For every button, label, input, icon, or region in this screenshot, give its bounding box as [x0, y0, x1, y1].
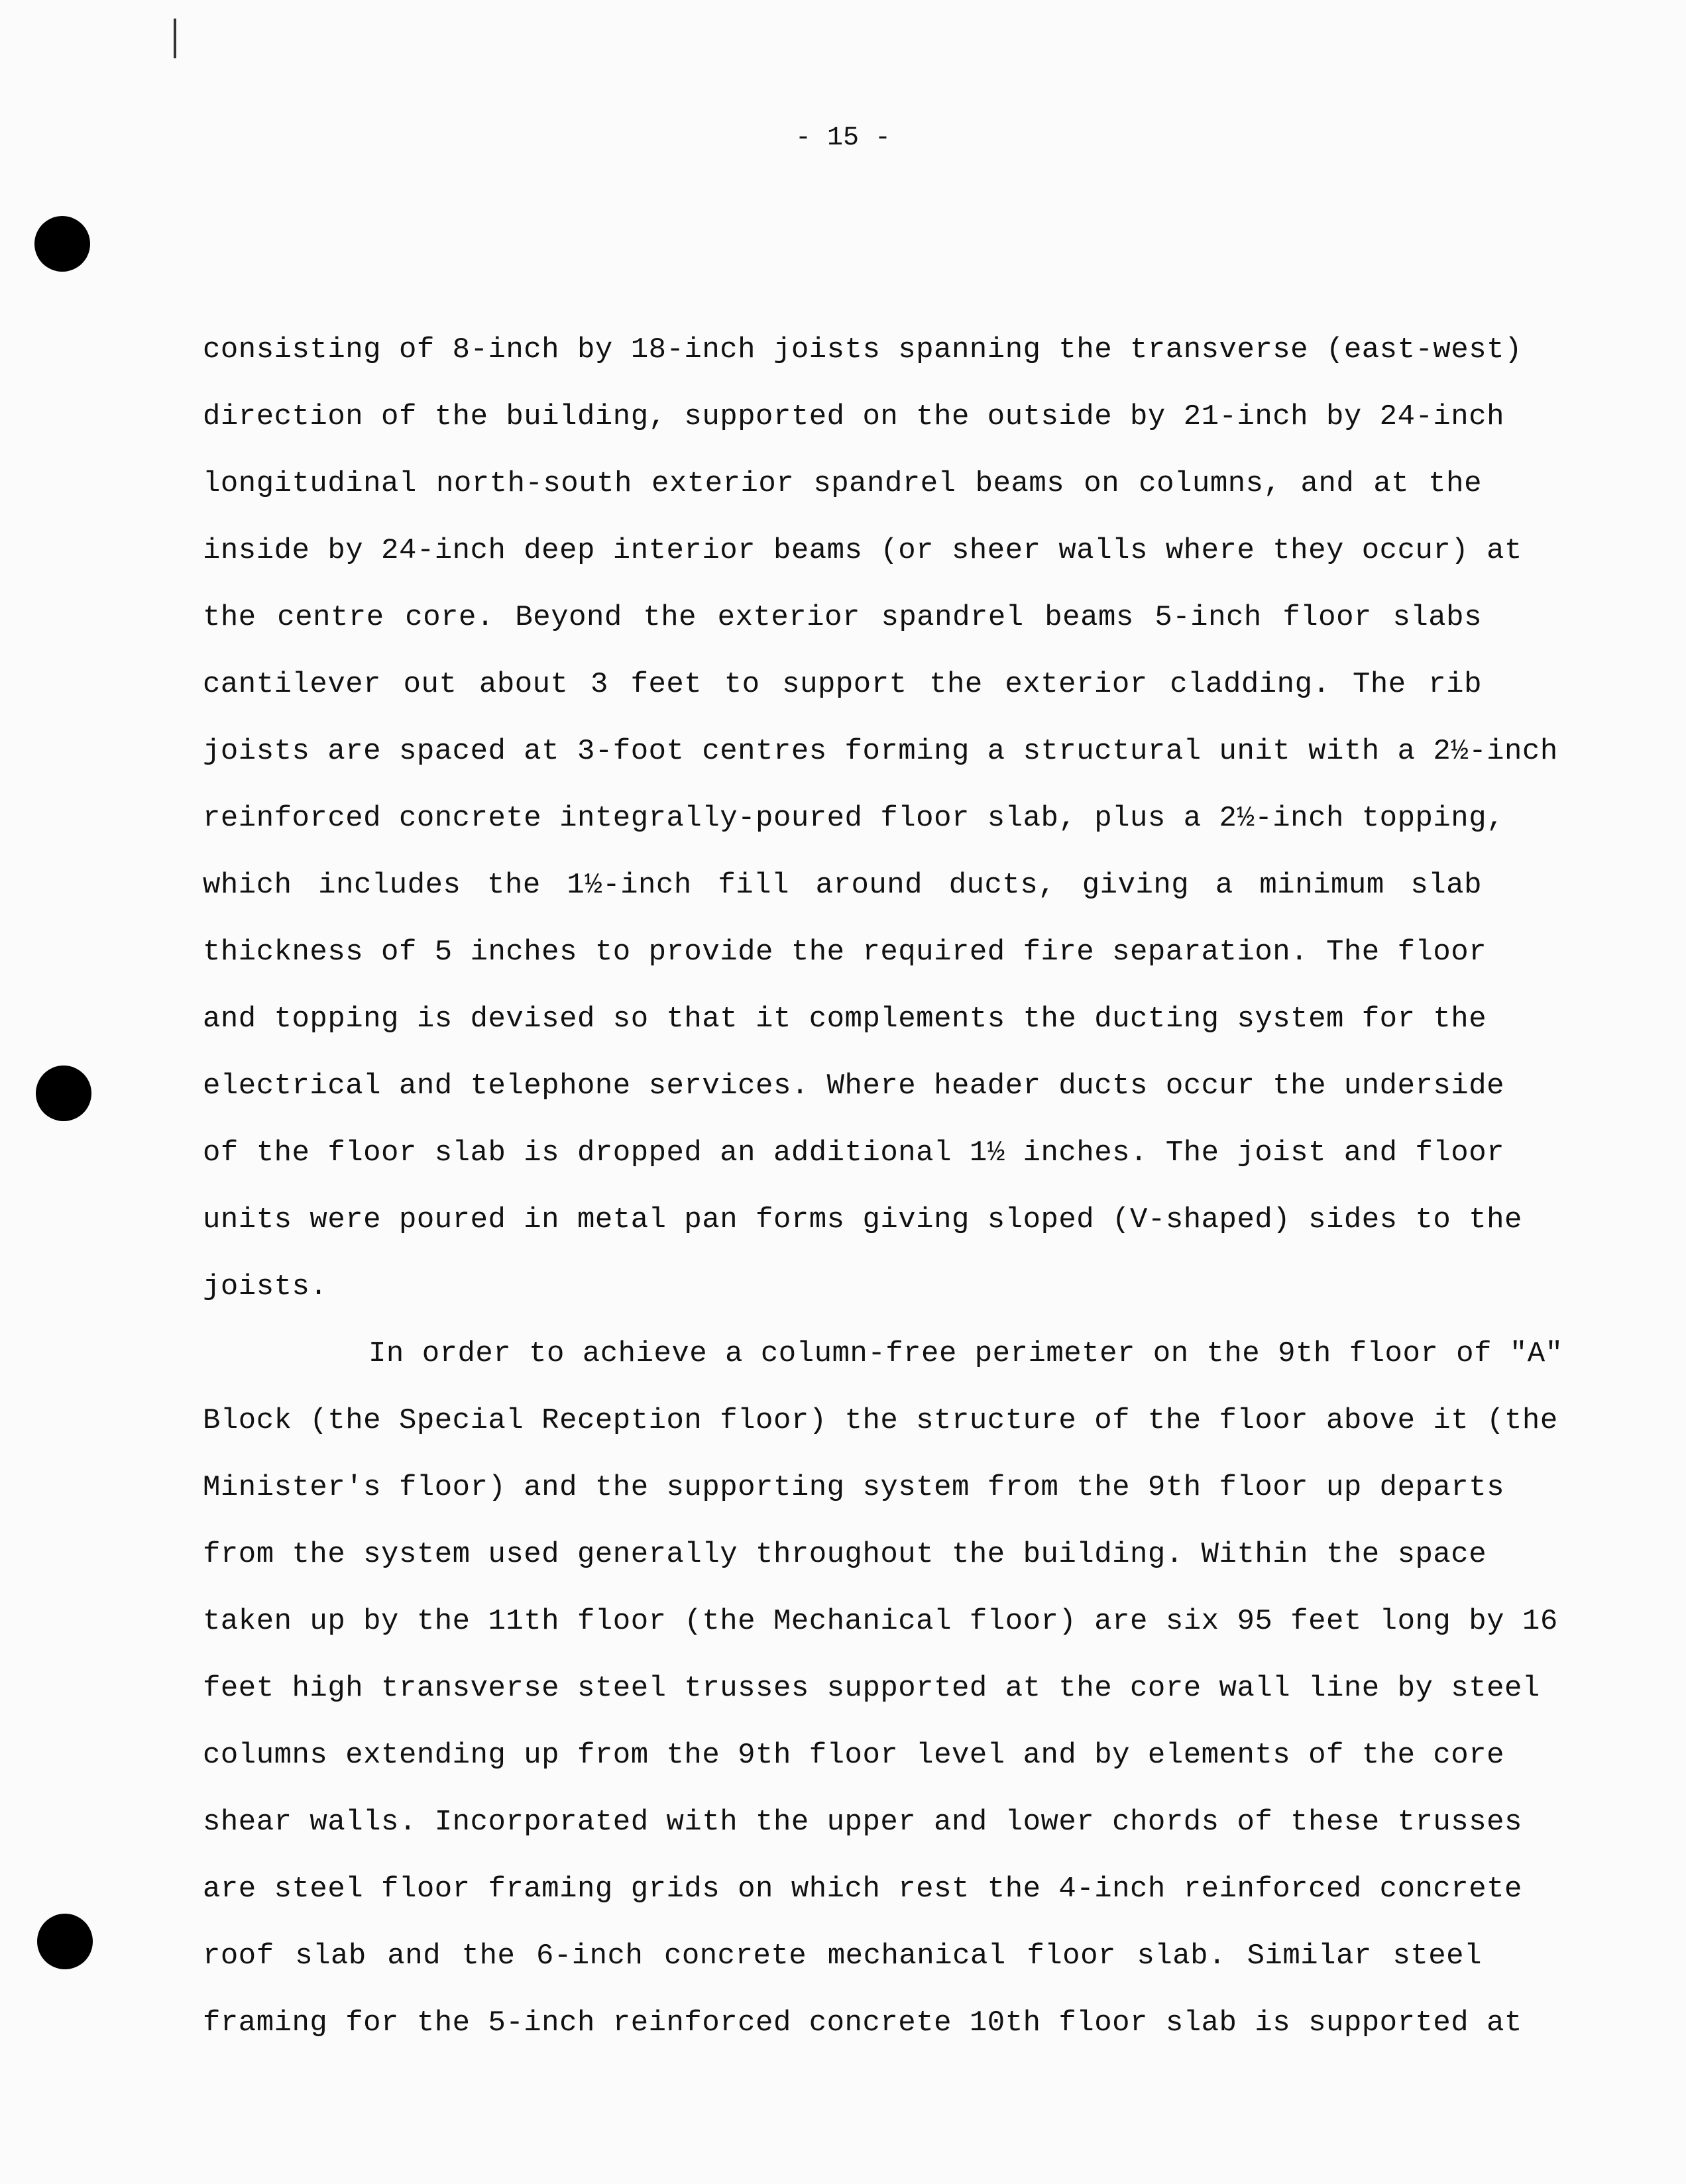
page-number: - 15 - [795, 123, 891, 153]
text-line: the centre core. Beyond the exterior spandrel beams 5-inch floor slabs [203, 601, 1482, 634]
text-line: joists are spaced at 3-foot centres forming a structural unit with a 2½-inch [203, 735, 1558, 768]
text-line: inside by 24-inch deep interior beams (or sheer walls where they occur) at [203, 534, 1522, 567]
text-line: joists. [203, 1270, 328, 1303]
text-line: Minister's floor) and the supporting system from the 9th floor up departs [203, 1471, 1505, 1504]
text-line: cantilever out about 3 feet to support the exterior cladding. The rib [203, 668, 1482, 701]
punch-hole-middle [36, 1065, 91, 1121]
margin-mark [174, 19, 176, 58]
text-line: roof slab and the 6-inch concrete mechanical floor slab. Similar steel [203, 1939, 1482, 1973]
text-line: direction of the building, supported on the outside by 21-inch by 24-inch [203, 400, 1505, 433]
text-line: consisting of 8-inch by 18-inch joists spanning the transverse (east-west) [203, 333, 1522, 366]
text-line: framing for the 5-inch reinforced concrete 10th floor slab is supported at [203, 2006, 1522, 2040]
text-line: Block (the Special Reception floor) the structure of the floor above it (the [203, 1404, 1558, 1437]
text-line: columns extending up from the 9th floor level and by elements of the core [203, 1739, 1505, 1772]
text-line: shear walls. Incorporated with the upper and lower chords of these trusses [203, 1806, 1522, 1839]
text-line: and topping is devised so that it complements the ducting system for the [203, 1003, 1487, 1036]
punch-hole-bottom [37, 1914, 93, 1969]
text-line: units were poured in metal pan forms giving sloped (V-shaped) sides to the [203, 1203, 1522, 1236]
text-line: from the system used generally throughout the building. Within the space [203, 1538, 1487, 1571]
text-line: longitudinal north-south exterior spandrel beams on columns, and at the [203, 467, 1482, 500]
text-line: electrical and telephone services. Where header ducts occur the underside [203, 1069, 1505, 1103]
text-line: reinforced concrete integrally-poured floor slab, plus a 2½-inch topping, [203, 802, 1505, 835]
text-line: which includes the 1½-inch fill around ducts, giving a minimum slab [203, 869, 1482, 902]
text-line: taken up by the 11th floor (the Mechanical floor) are six 95 feet long by 16 [203, 1605, 1558, 1638]
text-line: In order to achieve a column-free perimeter on the 9th floor of "A" [368, 1337, 1563, 1370]
punch-hole-top [34, 216, 90, 272]
text-line: thickness of 5 inches to provide the required fire separation. The floor [203, 936, 1487, 969]
text-line: feet high transverse steel trusses supported at the core wall line by steel [203, 1672, 1540, 1705]
text-line: are steel floor framing grids on which rest the 4-inch reinforced concrete [203, 1873, 1522, 1906]
text-line: of the floor slab is dropped an additional 1½ inches. The joist and floor [203, 1136, 1505, 1170]
body-text [203, 317, 1563, 2057]
